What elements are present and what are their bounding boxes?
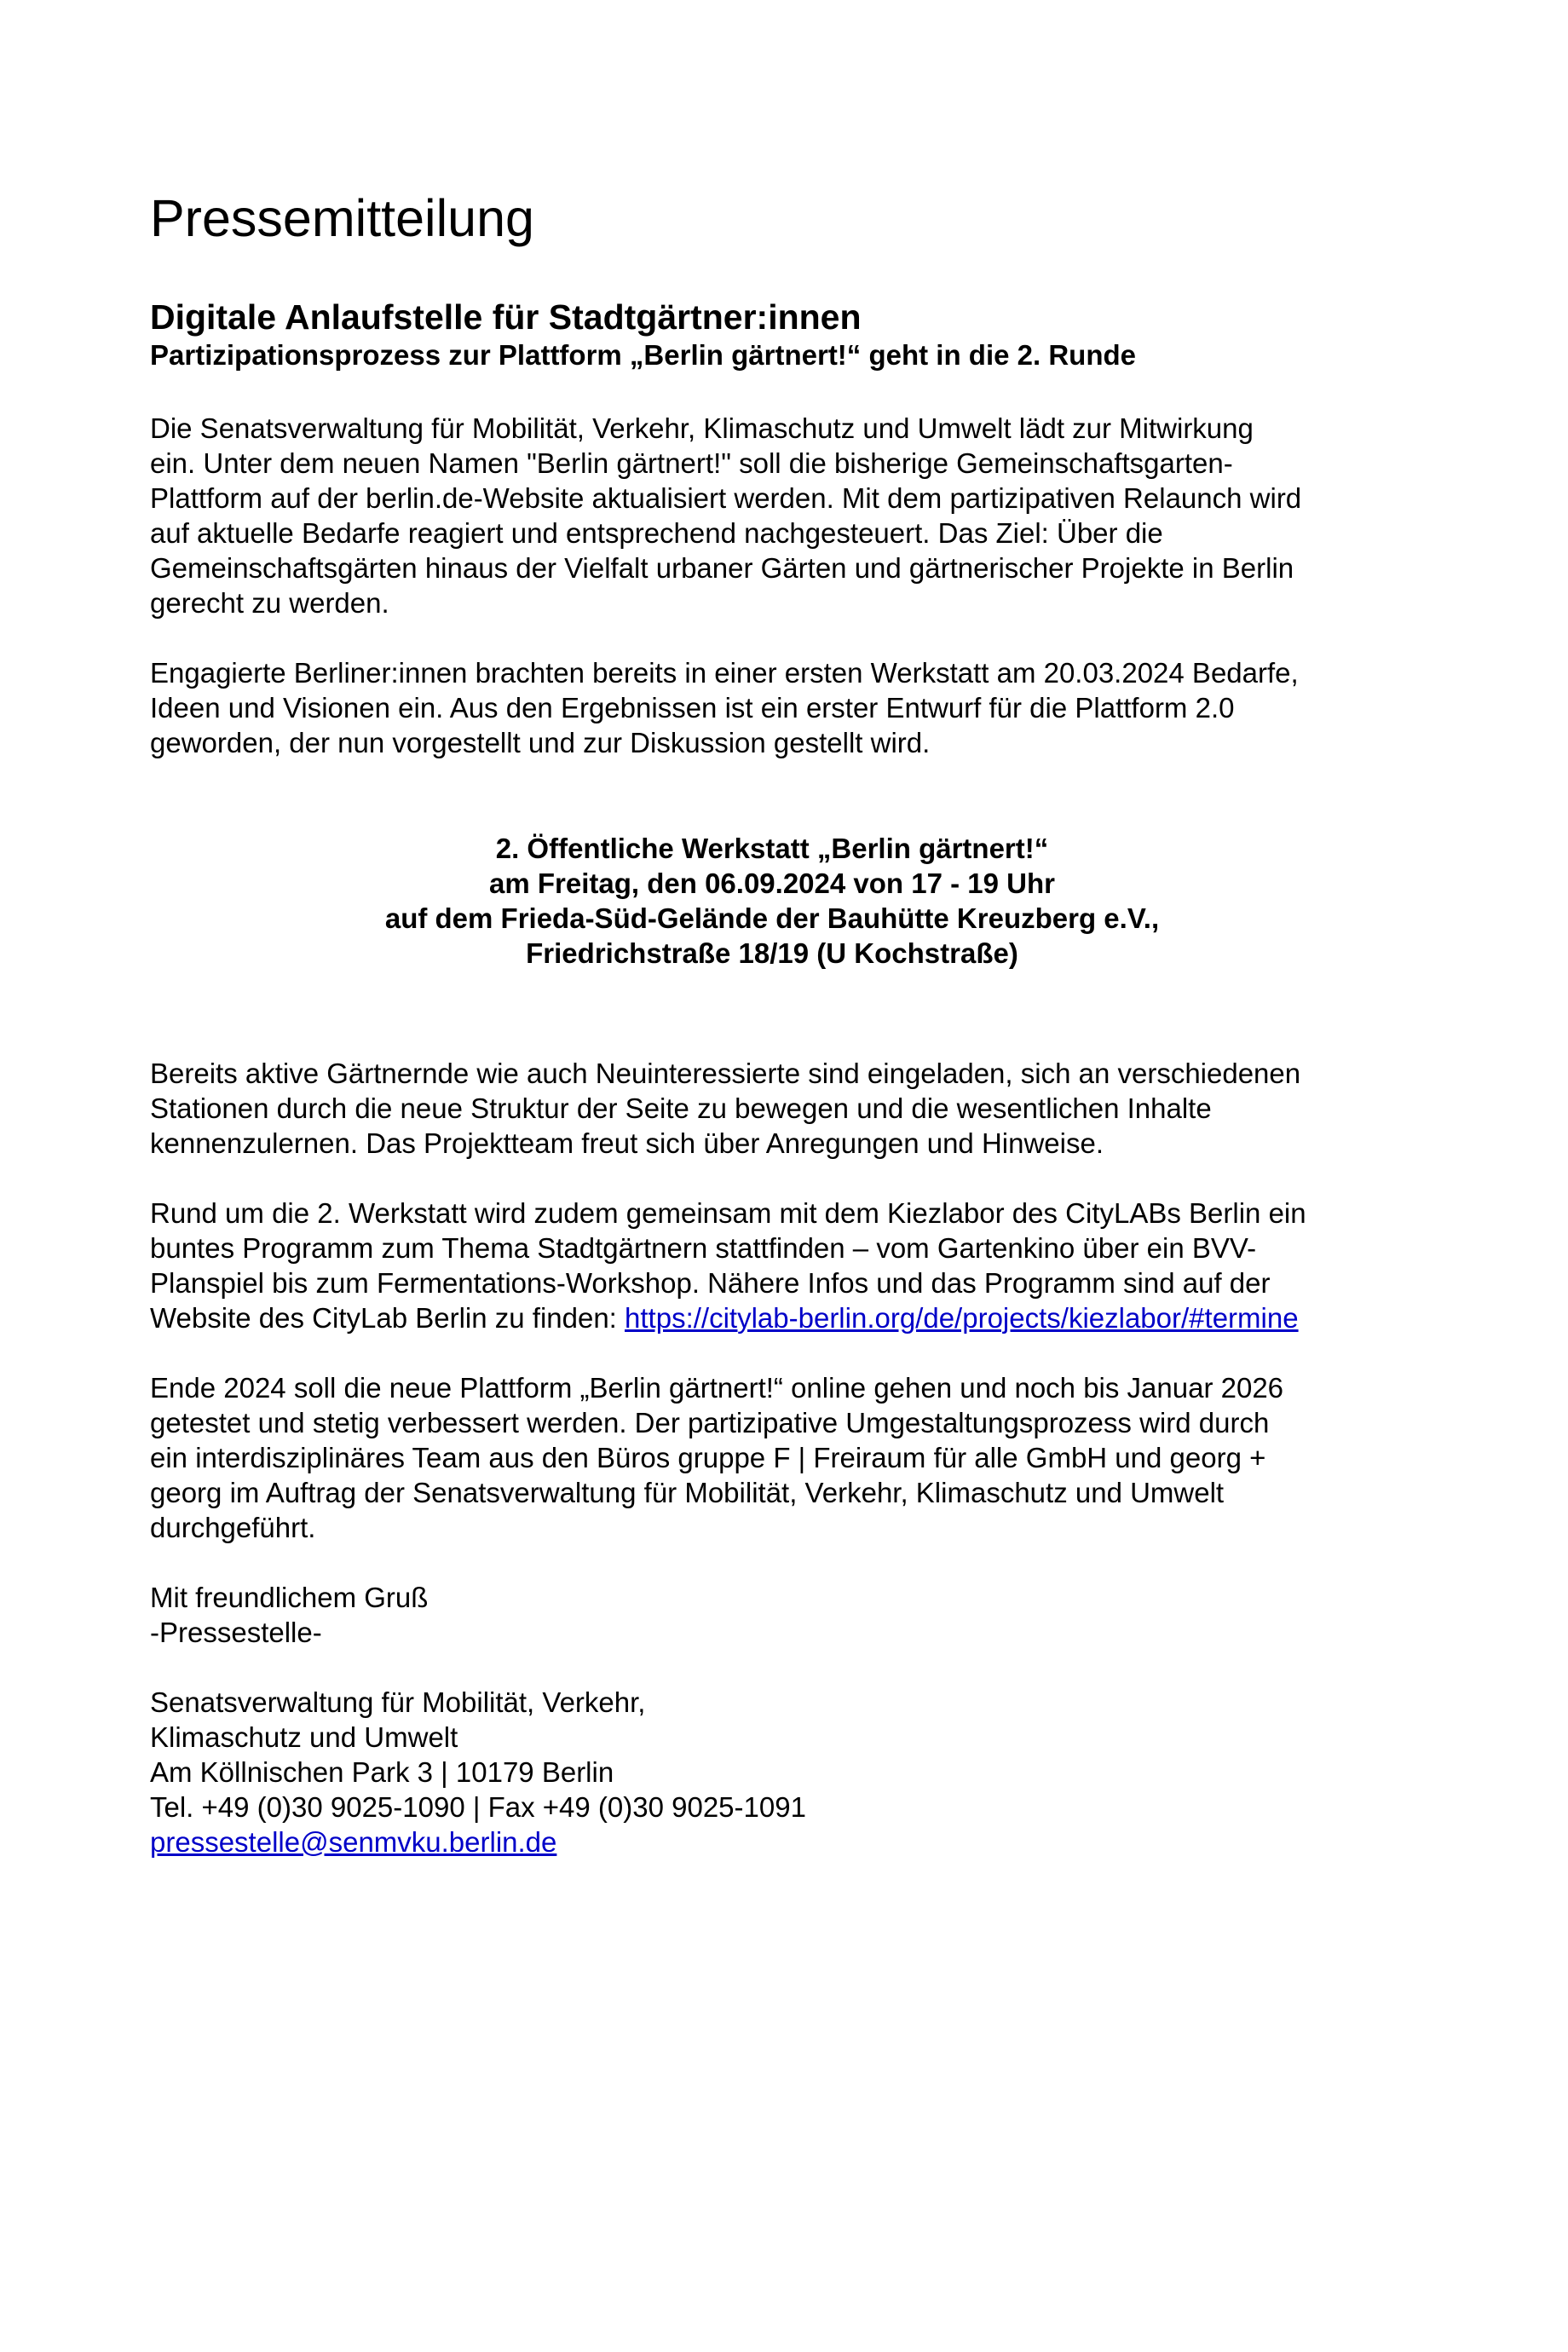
text-line: Bereits aktive Gärtnernde wie auch Neuinteressierte sind eingeladen, sich an verschiedenen <box>150 1057 1301 1089</box>
contact-block <box>150 1685 1428 1859</box>
contact-org: Klimaschutz und Umwelt <box>150 1721 458 1753</box>
text-line: Stationen durch die neue Struktur der Seite zu bewegen und die wesentlichen Inhalte <box>150 1092 1212 1124</box>
contact-phone-fax: Tel. +49 (0)30 9025-1090 | Fax +49 (0)30 9025-1091 <box>150 1790 806 1823</box>
event-venue: auf dem Frieda-Süd-Gelände der Bauhütte Kreuzberg e.V., <box>384 902 1160 934</box>
text-line: Ende 2024 soll die neue Plattform „Berlin gärtnert!“ online gehen und noch bis Januar 2026 <box>150 1371 1284 1404</box>
paragraph-invitation <box>150 1056 1428 1161</box>
text-line: geworden, der nun vorgestellt und zur Diskussion gestellt wird. <box>150 726 931 758</box>
headline: Digitale Anlaufstelle für Stadtgärtner:innen <box>150 297 862 337</box>
text-line: kennenzulernen. Das Projektteam freut sich über Anregungen und Hinweise. <box>150 1127 1104 1159</box>
contact-address: Am Köllnischen Park 3 | 10179 Berlin <box>150 1755 614 1788</box>
text-line: Plattform auf der berlin.de-Website aktualisiert werden. Mit dem partizipativen Relaunch wird <box>150 481 1302 514</box>
document-title: Pressemitteilung <box>150 189 534 247</box>
closing-greeting: Mit freundlichem Gruß <box>150 1581 429 1613</box>
text-line: durchgeführt. <box>150 1511 316 1543</box>
text-line: georg im Auftrag der Senatsverwaltung für Mobilität, Verkehr, Klimaschutz und Umwelt <box>150 1476 1225 1508</box>
paragraph-timeline <box>150 1370 1428 1545</box>
event-address: Friedrichstraße 18/19 (U Kochstraße) <box>526 937 1018 969</box>
subheadline: Partizipationsprozess zur Plattform „Berlin gärtnert!“ geht in die 2. Runde <box>150 339 1136 372</box>
text-line <box>150 1300 1428 1335</box>
event-date-time: am Freitag, den 06.09.2024 von 17 - 19 Uhr <box>489 867 1055 899</box>
text-line: Rund um die 2. Werkstatt wird zudem gemeinsam mit dem Kiezlabor des CityLABs Berlin ein <box>150 1196 1306 1229</box>
citylab-link[interactable]: https://citylab-berlin.org/de/projects/kiezlabor/#termine <box>625 1301 1299 1334</box>
link-prefix: Website des CityLab Berlin zu finden: <box>150 1301 625 1334</box>
text-line: ein interdisziplinäres Team aus den Büros gruppe F | Freiraum für alle GmbH und georg + <box>150 1441 1266 1473</box>
closing <box>150 1580 1428 1650</box>
event-title: 2. Öffentliche Werkstatt „Berlin gärtnert!“ <box>495 832 1049 864</box>
text-line: gerecht zu werden. <box>150 586 389 619</box>
paragraph-program <box>150 1196 1428 1335</box>
paragraph-intro <box>150 411 1428 620</box>
contact-email-link[interactable]: pressestelle@senmvku.berlin.de <box>150 1825 557 1858</box>
press-release-page <box>150 187 1428 1859</box>
contact-email-line <box>150 1825 1428 1859</box>
text-line: Die Senatsverwaltung für Mobilität, Verkehr, Klimaschutz und Umwelt lädt zur Mitwirkung <box>150 412 1254 444</box>
paragraph-first-workshop <box>150 655 1428 760</box>
text-line: buntes Programm zum Thema Stadtgärtnern stattfinden – vom Gartenkino über ein BVV- <box>150 1231 1257 1264</box>
event-announcement <box>150 831 1428 971</box>
text-line: Ideen und Visionen ein. Aus den Ergebnissen ist ein erster Entwurf für die Plattform 2.0 <box>150 691 1235 723</box>
text-line: Planspiel bis zum Fermentations-Workshop. Nähere Infos und das Programm sind auf der <box>150 1266 1271 1299</box>
closing-sender: -Pressestelle- <box>150 1616 322 1648</box>
text-line: Gemeinschaftsgärten hinaus der Vielfalt urbaner Gärten und gärtnerischer Projekte in Berlin <box>150 551 1294 584</box>
text-line: auf aktuelle Bedarfe reagiert und entsprechend nachgesteuert. Das Ziel: Über die <box>150 516 1163 549</box>
contact-org: Senatsverwaltung für Mobilität, Verkehr, <box>150 1686 646 1718</box>
text-line: Engagierte Berliner:innen brachten bereits in einer ersten Werkstatt am 20.03.2024 Bedarfe, <box>150 656 1299 689</box>
text-line: getestet und stetig verbessert werden. Der partizipative Umgestaltungsprozess wird durch <box>150 1406 1270 1438</box>
text-line: ein. Unter dem neuen Namen "Berlin gärtnert!" soll die bisherige Gemeinschaftsgarten- <box>150 447 1233 479</box>
